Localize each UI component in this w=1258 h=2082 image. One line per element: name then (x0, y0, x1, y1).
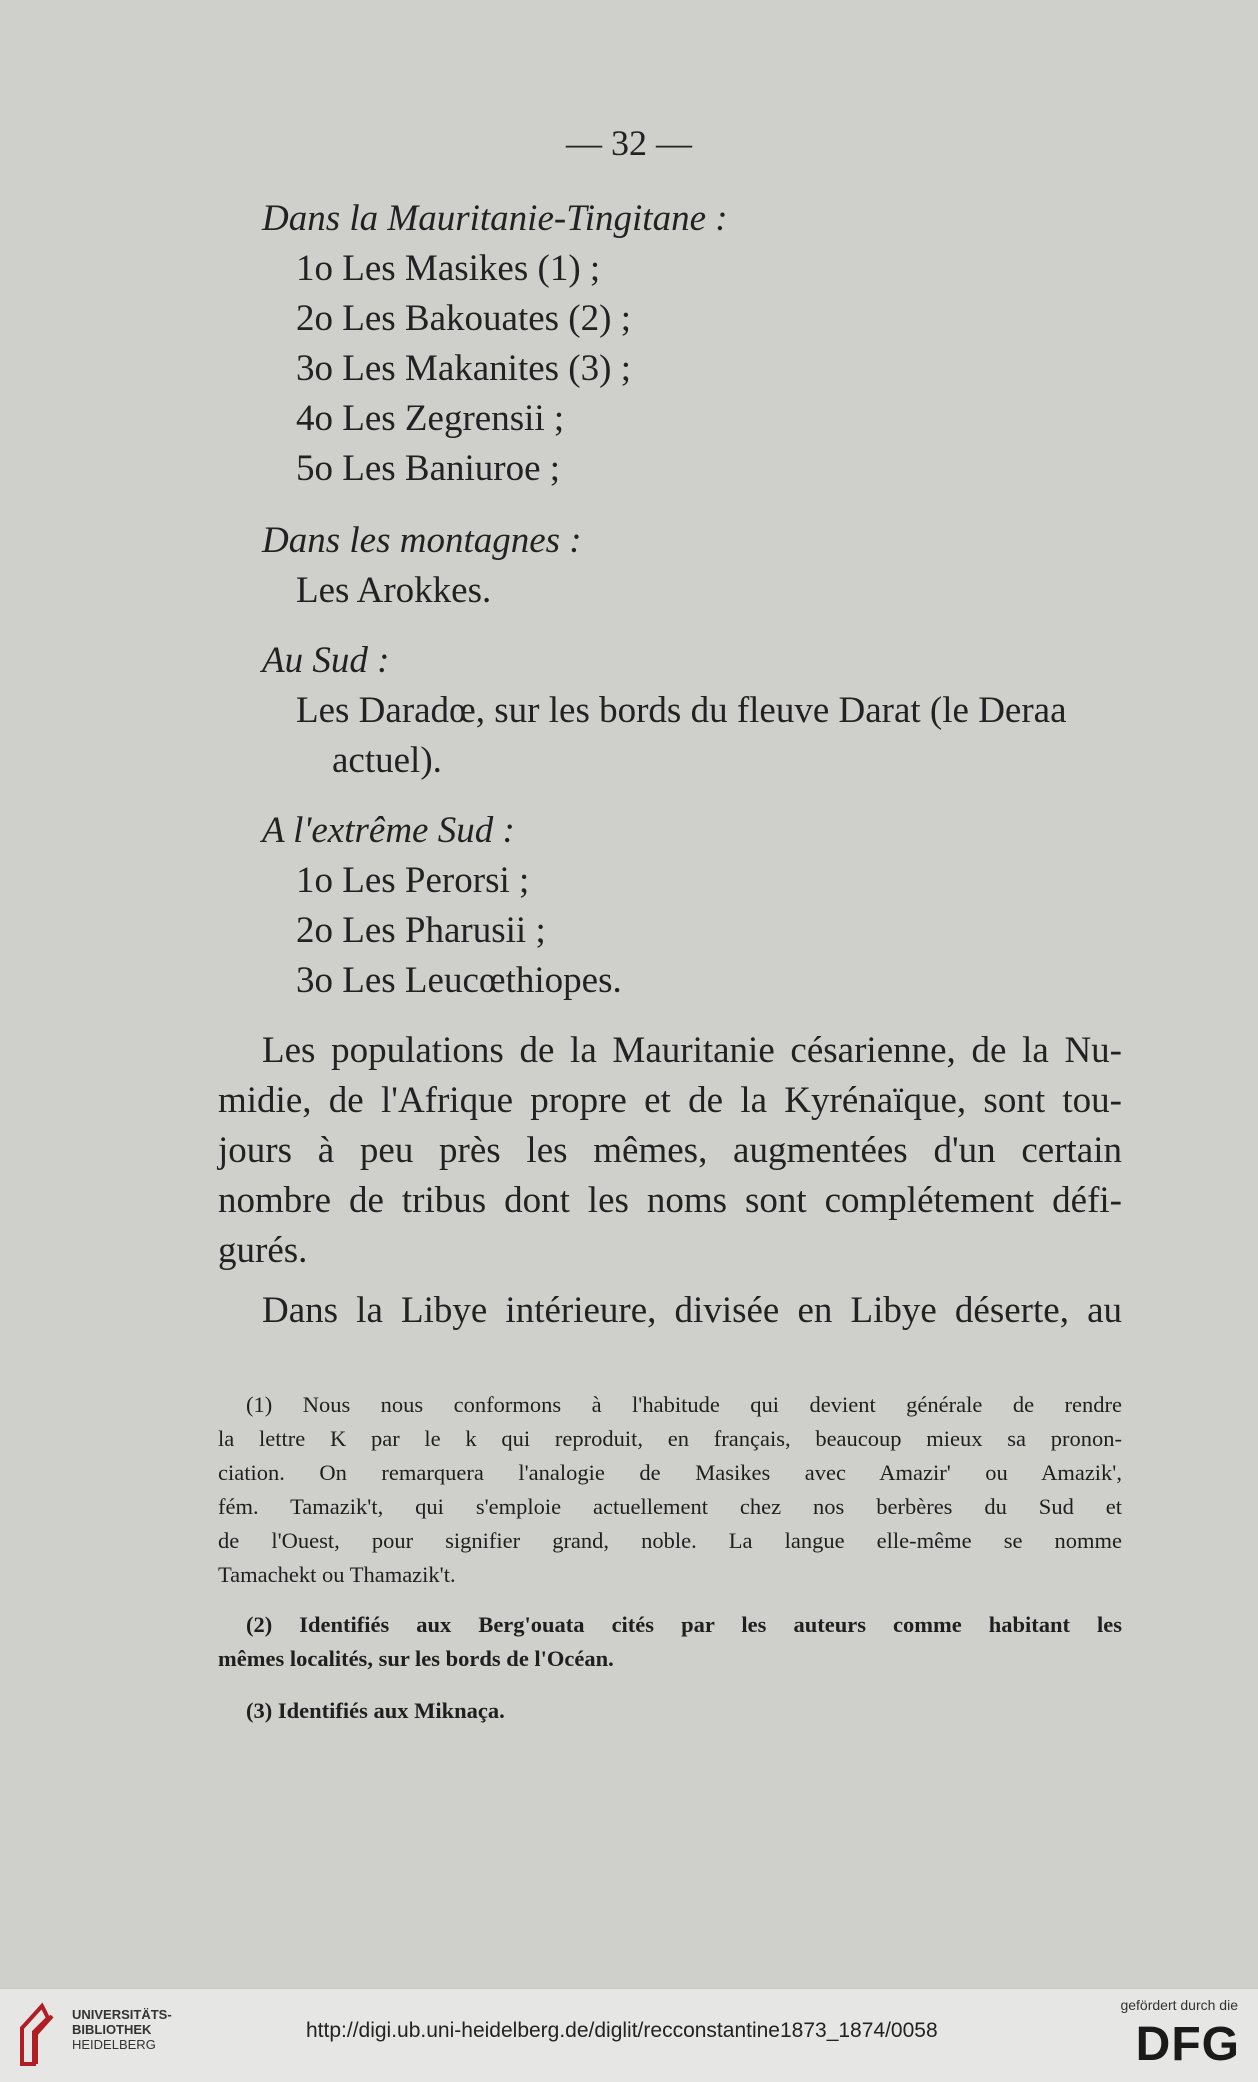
text-line: actuel). (332, 740, 442, 781)
heading-montagnes: Dans les montagnes : (262, 520, 582, 561)
page-number: — 32 — (566, 123, 692, 163)
footnote-line: mêmes localités, sur les bords de l'Océan. (218, 1646, 614, 1671)
paragraph-line: Les populations de la Mauritanie césarienne, de la Nu- (262, 1030, 1122, 1071)
list-item: 1o Les Perorsi ; (296, 860, 530, 901)
list-item: 3o Les Leucœthiopes. (296, 960, 622, 1001)
library-name-line: HEIDELBERG (72, 2037, 156, 2052)
paragraph-line: midie, de l'Afrique propre et de la Kyrénaïque, sont tou- (218, 1080, 1122, 1121)
footnote-line: ciation. On remarquera l'analogie de Masikes avec Amazir' ou Amazik', (218, 1460, 1122, 1485)
library-logo-icon (12, 2002, 70, 2068)
footnote-line: Tamachekt ou Thamazik't. (218, 1562, 456, 1587)
list-item: 1o Les Masikes (1) ; (296, 248, 601, 289)
paragraph-line: jours à peu près les mêmes, augmentées d'un certain (218, 1130, 1122, 1171)
footnote-line: de l'Ouest, pour signifier grand, noble. La langue elle-même se nomme (218, 1528, 1122, 1553)
list-item: Les Arokkes. (296, 570, 492, 611)
library-name-line: BIBLIOTHEK (72, 2022, 152, 2037)
library-name (72, 2007, 172, 2052)
footnote-line: la lettre K par le k qui reproduit, en français, beaucoup mieux sa pronon- (218, 1426, 1122, 1451)
heading-extreme-sud: A l'extrême Sud : (262, 810, 515, 851)
footer-bar (0, 1988, 1258, 2082)
dfg-logo: DFG (1135, 2018, 1240, 2071)
paragraph-line: Dans la Libye intérieure, divisée en Libye déserte, au (262, 1290, 1122, 1331)
list-item: 3o Les Makanites (3) ; (296, 348, 631, 389)
paragraph-line: nombre de tribus dont les noms sont complétement défi- (218, 1180, 1122, 1221)
paragraph-line: gurés. (218, 1230, 308, 1271)
funded-by-label: gefördert durch die (1120, 1997, 1238, 2013)
permalink-url[interactable]: http://digi.ub.uni-heidelberg.de/diglit/recconstantine1873_1874/0058 (306, 2019, 938, 2042)
list-item: 5o Les Baniuroe ; (296, 448, 561, 489)
library-name-line: UNIVERSITÄTS- (72, 2007, 172, 2022)
list-item: 2o Les Pharusii ; (296, 910, 546, 951)
list-item: 2o Les Bakouates (2) ; (296, 298, 631, 339)
footnote-line: (1) Nous nous conformons à l'habitude qui devient générale de rendre (246, 1392, 1122, 1417)
list-item: 4o Les Zegrensii ; (296, 398, 565, 439)
footnote-line: (2) Identifiés aux Berg'ouata cités par les auteurs comme habitant les (246, 1612, 1122, 1637)
heading-mauritanie: Dans la Mauritanie-Tingitane : (262, 198, 728, 239)
text-line: Les Daradœ, sur les bords du fleuve Darat (le Deraa (296, 690, 1067, 731)
footnote-line: (3) Identifiés aux Miknaça. (246, 1698, 505, 1723)
heading-sud: Au Sud : (262, 640, 390, 681)
footnote-line: fém. Tamazik't, qui s'emploie actuellement chez nos berbères du Sud et (218, 1494, 1122, 1519)
